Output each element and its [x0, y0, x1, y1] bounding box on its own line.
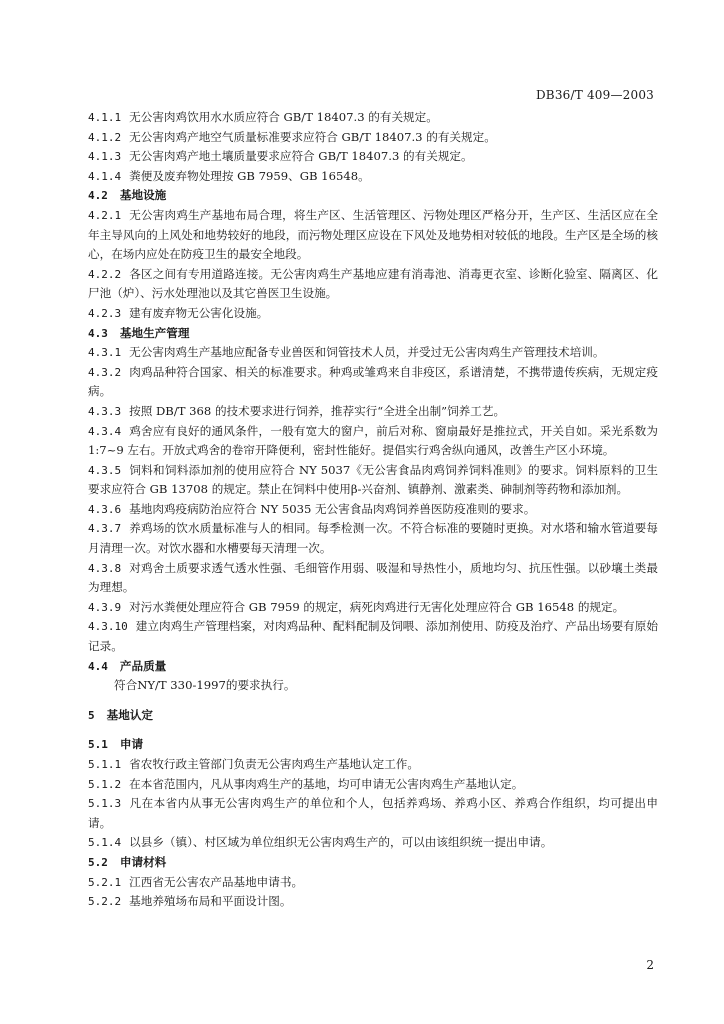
- section-heading: [88, 735, 658, 755]
- clause-text: 养鸡场的饮水质量标准与人的相同。每季检测一次。不符合标准的要随时更换。对水塔和输水管道要每月清理一次。对饮水器和水槽要每天清理一次。: [88, 521, 658, 556]
- clause-number: 4.3.3: [88, 404, 122, 418]
- clause-text: 基地养殖场布局和平面设计图。: [129, 894, 292, 909]
- clause-paragraph: [88, 500, 658, 520]
- clause-text: 基地生产管理: [119, 325, 190, 340]
- clause-paragraph: [88, 519, 658, 558]
- clause-number: 4.3.2: [88, 365, 122, 379]
- clause-paragraph: [88, 363, 658, 402]
- clause-paragraph: [88, 402, 658, 422]
- clause-paragraph: [88, 265, 658, 304]
- clause-number: 4.2: [88, 189, 108, 203]
- clause-text: 申请材料: [119, 854, 167, 869]
- clause-number: 4.3.10: [88, 620, 128, 634]
- clause-paragraph: [88, 167, 658, 187]
- clause-text: 基地认定: [106, 707, 154, 722]
- clause-number: 4.3.6: [88, 502, 122, 516]
- page-number: 2: [646, 958, 654, 972]
- section-heading: [88, 186, 658, 206]
- clause-number: 4.3.8: [88, 561, 122, 575]
- clause-number: 5.2.1: [88, 875, 122, 889]
- clause-paragraph: [88, 676, 658, 696]
- section-gap: [88, 696, 658, 706]
- clause-number: 4.3.9: [88, 600, 122, 614]
- clause-number: 5.2.2: [88, 895, 122, 909]
- clause-text: 按照 DB/T 368 的技术要求进行饲养，推荐实行“全进全出制”饲养工艺。: [129, 403, 506, 418]
- clause-text: 基地肉鸡疫病防治应符合 NY 5035 无公害食品肉鸡饲养兽医防疫准则的要求。: [129, 501, 536, 516]
- clause-number: 5.1.1: [88, 758, 122, 771]
- clause-number: 4.2.1: [88, 208, 122, 222]
- clause-number: 5.1.3: [88, 797, 122, 811]
- section-heading: [88, 853, 658, 873]
- clause-text: 鸡舍应有良好的通风条件，一般有宽大的窗户，前后对称、窗扇最好是推拉式，开关自如。采光系数为 1:7~9 左右。开放式鸡舍的卷帘开降便利，密封性能好。提倡实行鸡舍纵向通风，改善生产区小环境。: [88, 423, 658, 458]
- clause-text: 无公害肉鸡饮用水水质应符合 GB/T 18407.3 的有关规定。: [129, 110, 438, 124]
- clause-paragraph: [88, 206, 658, 265]
- clause-paragraph: [88, 343, 658, 363]
- clause-text: 各区之间有专用道路连接。无公害肉鸡生产基地应建有消毒池、消毒更衣室、诊断化验室、隔离区、化尸池（炉）、污水处理池以及其它兽医卫生设施。: [88, 266, 658, 301]
- clause-number: 4.3.1: [88, 346, 122, 360]
- clause-text: 无公害肉鸡生产基地布局合理，将生产区、生活管理区、污物处理区严格分开，生产区、生活区应在全年主导风向的上风处和地势较好的地段，而污物处理区应设在下风处及地势相对较低的地段。生产区是全场的核心，在场内应处在防疫卫生的最安全地段。: [88, 207, 658, 262]
- clause-paragraph: [88, 755, 658, 775]
- clause-number: 5: [88, 708, 95, 722]
- clause-text: 基地设施: [119, 188, 167, 203]
- clause-text: 以县乡（镇）、村区域为单位组织无公害肉鸡生产的，可以由该组织统一提出申请。: [129, 835, 553, 850]
- clause-text: 粪便及废弃物处理按 GB 7959、GB 16548。: [129, 168, 370, 183]
- clause-paragraph: [88, 833, 658, 853]
- clause-number: 5.1.2: [88, 777, 122, 791]
- clause-number: 5.1.4: [88, 836, 122, 850]
- clause-paragraph: [88, 128, 658, 148]
- clause-text: 符合NY/T 330-1997的要求执行。: [114, 678, 296, 693]
- clause-text: 省农牧行政主管部门负责无公害肉鸡生产基地认定工作。: [129, 757, 419, 771]
- clause-paragraph: [88, 147, 658, 167]
- clause-text: 在本省范围内，凡从事肉鸡生产的基地，均可申请无公害肉鸡生产基地认定。: [129, 776, 524, 791]
- clause-text: 江西省无公害农产品基地申请书。: [129, 874, 304, 889]
- clause-number: 4.4: [88, 659, 108, 673]
- clause-text: 申请: [119, 737, 144, 752]
- clause-text: 无公害肉鸡产地空气质量标准要求应符合 GB/T 18407.3 的有关规定。: [129, 129, 496, 144]
- clause-paragraph: [88, 775, 658, 795]
- clause-number: 4.1.4: [88, 169, 122, 183]
- clause-text: 建立肉鸡生产管理档案，对肉鸡品种、配料配制及饲喂、添加剂使用、防疫及治疗、产品出场要有原始记录。: [88, 619, 658, 654]
- clause-paragraph: [88, 422, 658, 461]
- clause-number: 4.1.1: [88, 111, 122, 124]
- clause-text: 无公害肉鸡产地土壤质量要求应符合 GB/T 18407.3 的有关规定。: [129, 149, 473, 164]
- clause-number: 4.3: [88, 326, 108, 340]
- clause-number: 5.2: [88, 855, 108, 869]
- clause-text: 凡在本省内从事无公害肉鸡生产的单位和个人，包括养鸡场、养鸡小区、养鸡合作组织，均可提出申请。: [88, 796, 658, 830]
- clause-number: 4.2.3: [88, 306, 122, 320]
- clause-text: 建有废弃物无公害化设施。: [129, 305, 269, 320]
- section-heading: [88, 324, 658, 344]
- clause-paragraph: [88, 873, 658, 893]
- clause-number: 4.3.5: [88, 463, 122, 477]
- clause-text: 对污水粪便处理应符合 GB 7959 的规定，病死肉鸡进行无害化处理应符合 GB 16548 的规定。: [129, 599, 625, 614]
- clause-paragraph: [88, 304, 658, 324]
- document-body: [88, 108, 658, 912]
- clause-number: 4.1.3: [88, 150, 122, 164]
- clause-text: 肉鸡品种符合国家、相关的标准要求。种鸡或雏鸡来自非疫区，系谱清楚，不携带遗传疾病，无规定疫病。: [88, 364, 658, 399]
- clause-paragraph: [88, 794, 658, 833]
- clause-number: 4.2.2: [88, 267, 122, 281]
- clause-paragraph: [88, 108, 658, 128]
- clause-text: 对鸡舍土质要求透气透水性强、毛细管作用弱、吸湿和导热性小，质地均匀、抗压性强。以砂壤土类最为理想。: [88, 560, 658, 595]
- clause-paragraph: [88, 598, 658, 618]
- clause-text: 产品质量: [119, 658, 167, 673]
- clause-paragraph: [88, 461, 658, 500]
- section-heading: [88, 657, 658, 677]
- clause-paragraph: [88, 559, 658, 598]
- clause-paragraph: [88, 617, 658, 656]
- clause-paragraph: [88, 892, 658, 912]
- section-gap: [88, 725, 658, 735]
- section-heading: [88, 706, 658, 726]
- clause-number: 5.1: [88, 738, 108, 752]
- clause-number: 4.3.7: [88, 522, 122, 536]
- clause-number: 4.3.4: [88, 424, 122, 438]
- clause-number: 4.1.2: [88, 130, 122, 144]
- document-code: DB36/T 409—2003: [535, 88, 654, 102]
- clause-text: 饲料和饲料添加剂的使用应符合 NY 5037《无公害食品肉鸡饲养饲料准则》的要求。饲料原料的卫生要求应符合 GB 13708 的规定。禁止在饲料中使用β-兴奋剂、镇静剂、激素类、砷制剂等药物和添加剂。: [88, 462, 658, 497]
- clause-text: 无公害肉鸡生产基地应配备专业兽医和饲管技术人员，并受过无公害肉鸡生产管理技术培训。: [129, 345, 605, 360]
